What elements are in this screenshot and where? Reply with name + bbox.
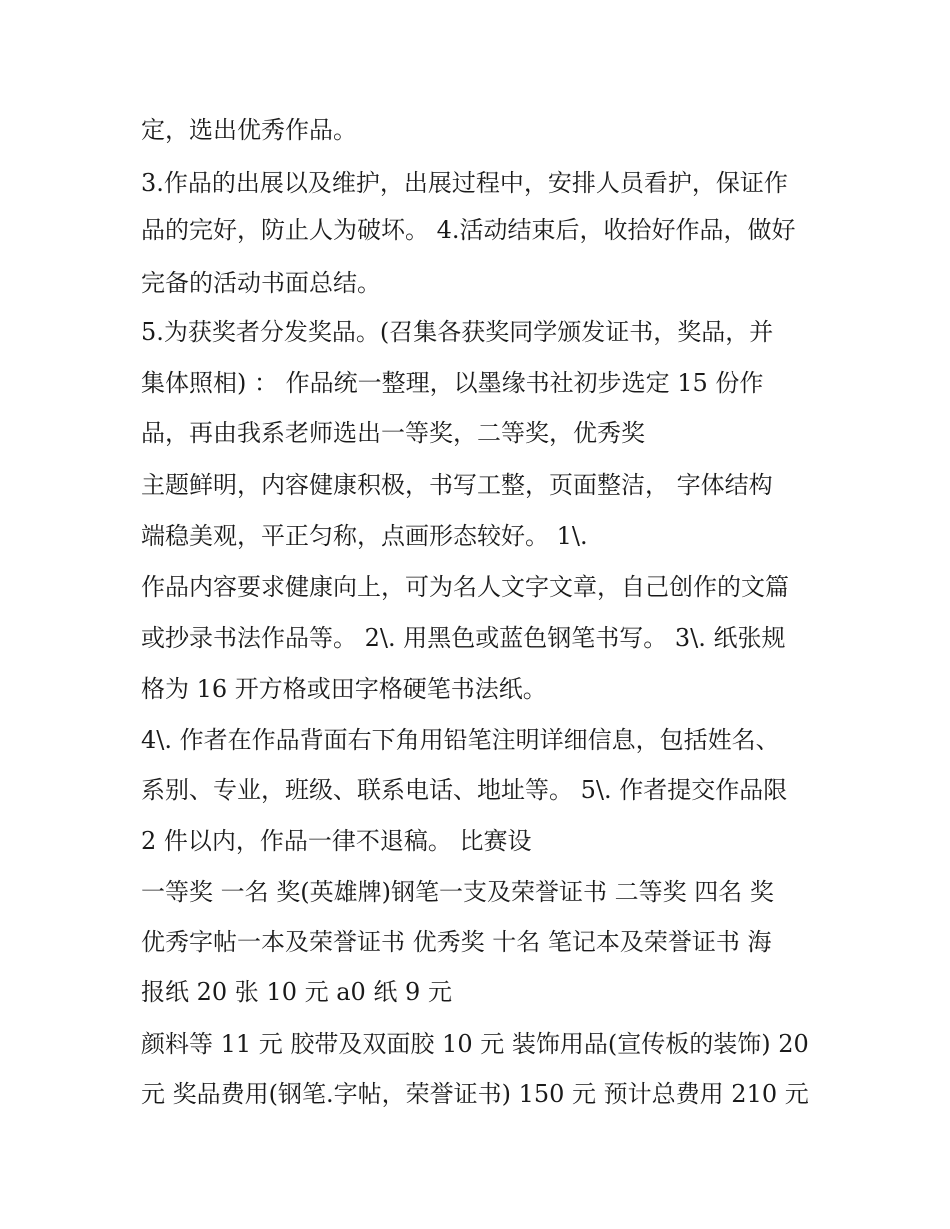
text-line: 作品内容要求健康向上，可为名人文字文章，自己创作的文篇 [141, 573, 789, 601]
text-line: 5.为获奖者分发奖品。(召集各获奖同学颁发证书，奖品，并 [141, 318, 774, 346]
text-line: 系别、专业，班级、联系电话、地址等。 5\. 作者提交作品限 [141, 776, 788, 804]
text-line: 主题鲜明，内容健康积极，书写工整，页面整洁， 字体结构 [141, 471, 773, 499]
text-line: 或抄录书法作品等。 2\. 用黑色或蓝色钢笔书写。 3\. 纸张规 [141, 624, 786, 652]
text-line: 品的完好，防止人为破坏。 4.活动结束后，收拾好作品，做好 [141, 216, 796, 244]
text-line: 元 奖品费用(钢笔.字帖，荣誉证书) 150 元 预计总费用 210 元 [141, 1080, 809, 1108]
text-line: 端稳美观，平正匀称，点画形态较好。 1\. [141, 522, 588, 550]
text-line: 完备的活动书面总结。 [141, 269, 381, 297]
text-line: 格为 16 开方格或田字格硬笔书法纸。 [141, 675, 547, 703]
text-line: 颜料等 11 元 胶带及双面胶 10 元 装饰用品(宣传板的装饰) 20 [141, 1030, 809, 1058]
text-line: 2 件以内，作品一律不退稿。 比赛设 [141, 827, 532, 855]
text-line: 4\. 作者在作品背面右下角用铅笔注明详细信息，包括姓名、 [141, 726, 780, 754]
text-line: 3.作品的出展以及维护，出展过程中，安排人员看护，保证作 [141, 169, 788, 197]
text-line: 优秀字帖一本及荣誉证书 优秀奖 十名 笔记本及荣誉证书 海 [141, 928, 772, 956]
text-line: 集体照相) ： 作品统一整理，以墨缘书社初步选定 15 份作 [141, 369, 764, 397]
text-line: 定，选出优秀作品。 [141, 116, 357, 144]
text-line: 一等奖 一名 奖(英雄牌)钢笔一支及荣誉证书 二等奖 四名 奖 [141, 878, 774, 906]
text-line: 报纸 20 张 10 元 a0 纸 9 元 [141, 978, 452, 1006]
text-line: 品，再由我系老师选出一等奖，二等奖，优秀奖 [141, 419, 645, 447]
